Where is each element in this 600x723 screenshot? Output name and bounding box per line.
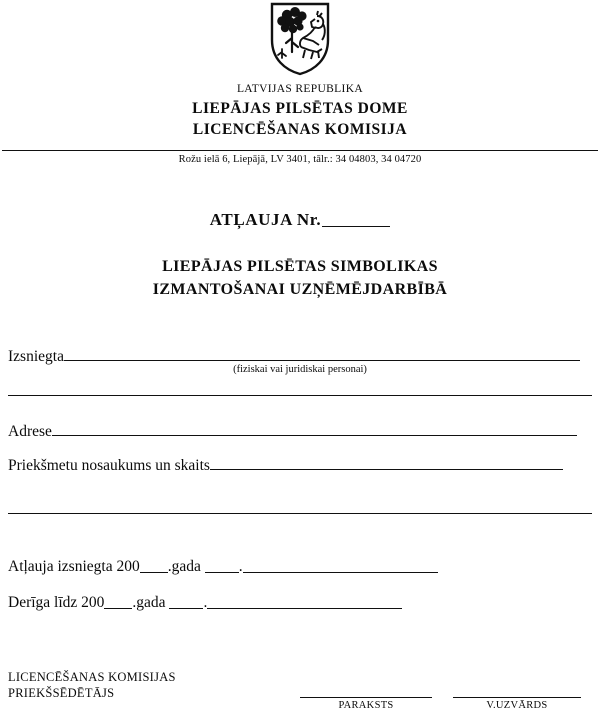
issued-to-label: Izsniegta [8, 348, 64, 365]
signature-block [300, 697, 432, 711]
signature-label: PARAKSTS [338, 700, 394, 711]
issue-date-prefix: Atļauja izsniegta 200 [8, 558, 140, 575]
issue-date-gada: .gada [167, 558, 201, 575]
permit-subject-line2: IZMANTOŠANAI UZŅĒMĒJDARBĪBĀ [152, 281, 448, 298]
signer-title-line1: LICENCĒŠANAS KOMISIJAS [8, 670, 176, 684]
issue-date-month-field[interactable] [243, 572, 438, 573]
items-continuation-line[interactable] [8, 513, 592, 514]
issued-to-caption: (fiziskai vai juridiskai personai) [233, 364, 367, 375]
valid-until-day-field[interactable] [169, 608, 203, 609]
signer-title-line2: PRIEKŠSĒDĒTĀJS [8, 686, 115, 700]
permit-title-label: ATĻAUJA Nr. [209, 210, 322, 229]
permit-subject-line1: LIEPĀJAS PILSĒTAS SIMBOLIKAS [162, 258, 438, 275]
signer-name-label: V.UZVĀRDS [486, 700, 548, 711]
issue-date-row [8, 558, 438, 576]
header-divider [2, 150, 598, 151]
valid-until-month-field[interactable] [207, 608, 402, 609]
address-label: Adrese [8, 423, 52, 440]
header-country: LATVIJAS REPUBLIKA [236, 83, 364, 95]
liepaja-coat-of-arms-icon [267, 2, 333, 76]
items-label: Priekšmetu nosaukums un skaits [8, 457, 210, 474]
emblem-container [0, 2, 600, 81]
header-organization-line2: LICENCĒŠANAS KOMISIJA [192, 121, 408, 138]
items-row [8, 456, 563, 475]
valid-until-row [8, 594, 402, 612]
header-organization-line1: LIEPĀJAS PILSĒTAS DOME [192, 100, 408, 117]
valid-until-year-field[interactable] [104, 608, 132, 609]
permit-number-field[interactable] [322, 226, 390, 227]
address-input[interactable] [52, 422, 577, 436]
valid-until-dot: . [203, 594, 208, 611]
issue-date-day-field[interactable] [205, 572, 239, 573]
issued-to-input[interactable] [64, 347, 580, 361]
valid-until-prefix: Derīga līdz 200 [8, 594, 105, 611]
items-input[interactable] [210, 456, 563, 470]
address-row [8, 422, 577, 441]
permit-title [0, 210, 600, 230]
header-address: Rožu ielā 6, Liepājā, LV 3401, tālr.: 34 04803, 34 04720 [178, 154, 422, 165]
issue-date-dot: . [238, 558, 243, 575]
valid-until-gada: .gada [132, 594, 166, 611]
issued-to-continuation-line[interactable] [8, 395, 592, 396]
signer-name-block [453, 697, 581, 711]
issue-date-year-field[interactable] [140, 572, 168, 573]
